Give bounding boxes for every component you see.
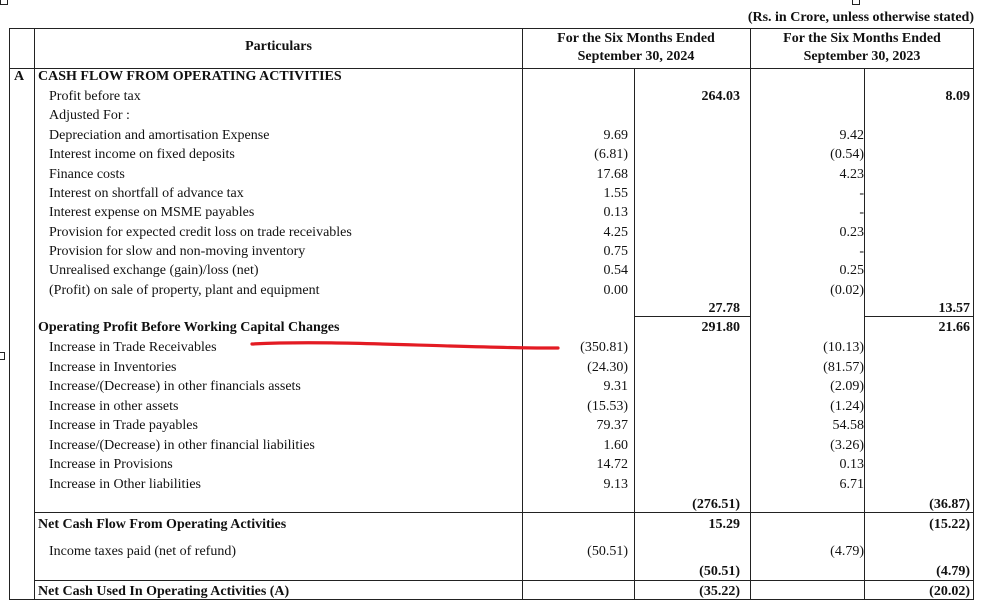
row-label: Net Cash Flow From Operating Activities <box>38 517 287 532</box>
table-row <box>0 283 984 302</box>
section-title-row <box>0 69 984 88</box>
row-value-c4: (15.22) <box>929 517 970 532</box>
row-value-c3: (81.57) <box>823 360 864 375</box>
corner-handle[interactable] <box>852 0 860 5</box>
row-value-c1: 0.75 <box>603 244 628 259</box>
row-value-c4: 21.66 <box>938 320 970 335</box>
table-row <box>0 544 984 563</box>
table-row <box>0 399 984 418</box>
row-value-c3: 0.23 <box>839 225 864 240</box>
row-value-c1: 0.54 <box>603 263 628 278</box>
row-label: Interest on shortfall of advance tax <box>49 186 244 201</box>
row-value-c1: (24.30) <box>587 360 628 375</box>
row-label: Increase in Inventories <box>49 360 177 375</box>
subtotal-rule <box>634 316 750 317</box>
table-row <box>0 438 984 457</box>
section-title: CASH FLOW FROM OPERATING ACTIVITIES <box>38 69 342 84</box>
row-value-c1: 9.13 <box>603 477 628 492</box>
corner-handle[interactable] <box>0 0 8 5</box>
table-row <box>0 360 984 379</box>
subtotal-rule <box>864 316 974 317</box>
row-value-c3: (0.02) <box>830 283 864 298</box>
unit-note: (Rs. in Crore, unless otherwise stated) <box>747 10 974 25</box>
row-value-c1: 17.68 <box>596 167 628 182</box>
table-row <box>0 457 984 476</box>
row-value-c2: (35.22) <box>699 584 740 599</box>
period-1-header-line1: For the Six Months Ended <box>557 31 715 46</box>
row-value-c1: (350.81) <box>580 340 628 355</box>
row-label: Increase in Trade payables <box>49 418 198 433</box>
row-value-c3: 6.71 <box>839 477 864 492</box>
row-value-c3: (0.54) <box>830 147 864 162</box>
table-row <box>0 128 984 147</box>
row-label: Operating Profit Before Working Capital Changes <box>38 320 340 335</box>
total-rule <box>34 580 974 581</box>
row-value-c3: 9.42 <box>839 128 864 143</box>
row-value-c2: 291.80 <box>701 320 740 335</box>
table-row <box>0 379 984 398</box>
row-label: Increase in other assets <box>49 399 179 414</box>
row-label: Profit before tax <box>49 89 141 104</box>
table-row <box>0 108 984 127</box>
table-row <box>0 225 984 244</box>
particulars-header: Particulars <box>245 39 312 54</box>
row-value-c1: 4.25 <box>603 225 628 240</box>
row-label: Increase in Provisions <box>49 457 173 472</box>
period-2-header-line1: For the Six Months Ended <box>783 31 941 46</box>
row-label: Adjusted For : <box>49 108 130 123</box>
row-label: Income taxes paid (net of refund) <box>49 544 236 559</box>
period-2-header-line2: September 30, 2023 <box>803 49 921 64</box>
table-row <box>0 301 984 320</box>
row-label: Net Cash Used In Operating Activities (A) <box>38 584 290 599</box>
row-label: Interest income on fixed deposits <box>49 147 235 162</box>
row-value-c1: 9.31 <box>603 379 628 394</box>
row-value-c3: (1.24) <box>830 399 864 414</box>
row-value-c1: 1.60 <box>603 438 628 453</box>
table-row <box>0 477 984 496</box>
row-value-c3: (4.79) <box>830 544 864 559</box>
row-value-c3: 54.58 <box>832 418 864 433</box>
row-value-c3: - <box>859 244 864 259</box>
table-row <box>0 418 984 437</box>
row-value-c2: 264.03 <box>701 89 740 104</box>
row-value-c1: (6.81) <box>594 147 628 162</box>
row-value-c4: (20.02) <box>929 584 970 599</box>
row-value-c1: 0.00 <box>603 283 628 298</box>
row-value-c1: 14.72 <box>596 457 628 472</box>
red-underline-annotation <box>250 338 560 354</box>
row-label: Interest expense on MSME payables <box>49 205 255 220</box>
row-value-c3: - <box>859 186 864 201</box>
red-underline-stroke <box>252 343 558 348</box>
row-value-c1: 9.69 <box>603 128 628 143</box>
row-value-c4: 8.09 <box>945 89 970 104</box>
row-value-c3: (10.13) <box>823 340 864 355</box>
table-row <box>0 89 984 108</box>
row-value-c3: 0.13 <box>839 457 864 472</box>
row-value-c3: 0.25 <box>839 263 864 278</box>
row-value-c3: (2.09) <box>830 379 864 394</box>
row-label: Finance costs <box>49 167 125 182</box>
row-label: (Profit) on sale of property, plant and equipment <box>49 283 320 298</box>
table-row <box>0 205 984 224</box>
row-value-c1: 1.55 <box>603 186 628 201</box>
table-row <box>0 497 984 516</box>
row-label: Depreciation and amortisation Expense <box>49 128 270 143</box>
row-value-c2: (50.51) <box>699 564 740 579</box>
subtotal-rule <box>34 512 974 513</box>
row-value-c4: (4.79) <box>936 564 970 579</box>
period-1-header <box>522 30 750 66</box>
row-label: Increase/(Decrease) in other financials assets <box>49 379 301 394</box>
row-value-c2: 27.78 <box>708 301 740 316</box>
row-label: Increase/(Decrease) in other financial liabilities <box>49 438 315 453</box>
table-row <box>0 263 984 282</box>
row-value-c3: 4.23 <box>839 167 864 182</box>
table-row <box>0 186 984 205</box>
row-label: Unrealised exchange (gain)/loss (net) <box>49 263 259 278</box>
section-letter: A <box>14 69 25 84</box>
table-row <box>0 147 984 166</box>
period-2-header <box>750 30 974 66</box>
row-value-c3: - <box>859 205 864 220</box>
row-value-c1: 79.37 <box>596 418 628 433</box>
table-row <box>0 517 984 536</box>
row-value-c2: (276.51) <box>692 497 740 512</box>
table-row <box>0 244 984 263</box>
table-row <box>0 584 984 603</box>
row-label: Provision for slow and non-moving inventory <box>49 244 306 259</box>
row-value-c1: 0.13 <box>603 205 628 220</box>
row-label: Provision for expected credit loss on trade receivables <box>49 225 352 240</box>
period-1-header-line2: September 30, 2024 <box>577 49 695 64</box>
row-label: Increase in Other liabilities <box>49 477 201 492</box>
row-value-c3: (3.26) <box>830 438 864 453</box>
table-row <box>0 167 984 186</box>
row-value-c2: 15.29 <box>708 517 740 532</box>
row-label: Increase in Trade Receivables <box>49 340 217 355</box>
row-value-c4: (36.87) <box>929 497 970 512</box>
row-value-c1: (15.53) <box>587 399 628 414</box>
row-value-c1: (50.51) <box>587 544 628 559</box>
table-row <box>0 320 984 339</box>
row-value-c4: 13.57 <box>938 301 970 316</box>
